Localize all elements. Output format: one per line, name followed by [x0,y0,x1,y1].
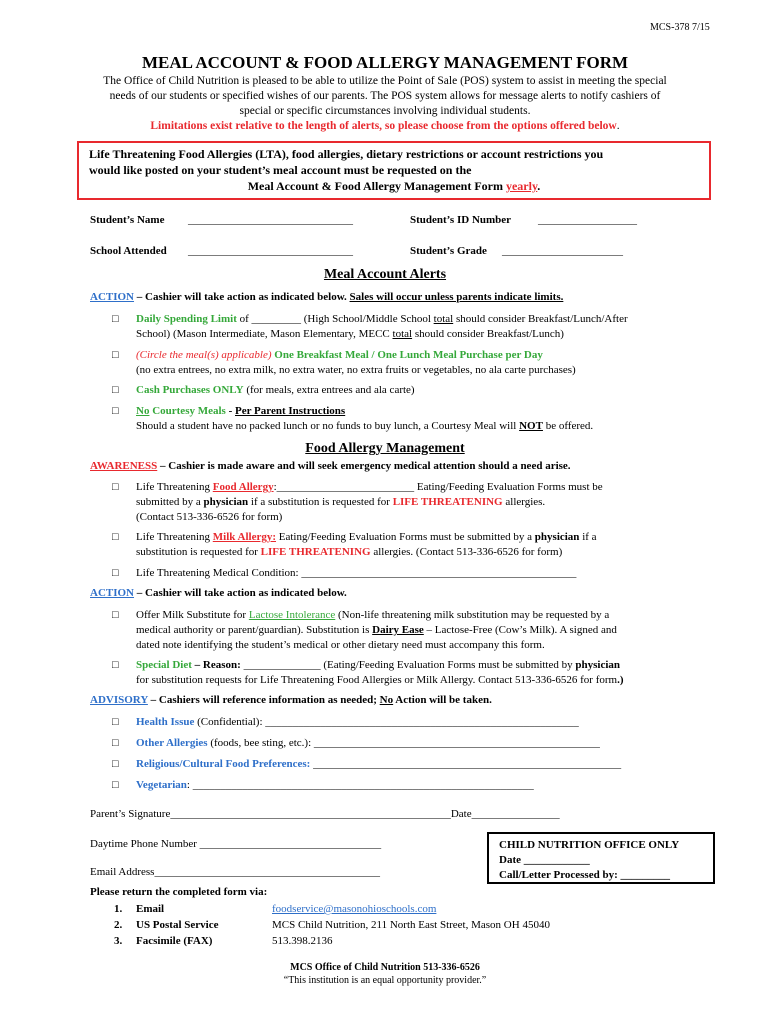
method-postal: US Postal Service [136,919,219,931]
email-field[interactable]: Email Address_________________________________________ [90,866,380,878]
item-daily-limit: Daily Spending Limit of _________ (High School/Middle School total should consider Breakfast/Lunch/After School) (Mason Intermediate, Mason Elementary, MECC total should consider Breakfast/Lunch) [136,313,628,340]
checkbox-cash-only[interactable]: □ [112,384,119,396]
checkbox-vegetarian[interactable]: □ [112,779,119,791]
food-allergy-heading: Food Allergy Management [305,441,465,456]
phone-field[interactable]: Daytime Phone Number _________________________________ [90,838,382,850]
meal-action-line: ACTION – Cashier will take action as indicated below. Sales will occur unless parents indicate limits. [90,291,564,303]
lta-line-1: Life Threatening Food Allergies (LTA), food allergies, dietary restrictions or account restrictions you [89,147,604,161]
student-name-label: Student’s Name [90,214,165,226]
limit-note: Limitations exist relative to the length of alerts, so please choose from the options offered below [150,120,617,132]
student-id-field[interactable]: __________________ [538,214,637,226]
meal-alerts-heading: Meal Account Alerts [323,267,447,282]
action-label-2: ACTION [90,587,135,599]
checkbox-meal-purchase[interactable]: □ [112,349,119,361]
intro-line-3: special or specific circumstances involving individual students. [239,105,531,117]
advisory-line: ADVISORY – Cashiers will reference information as needed; No Action will be taken. [90,694,492,706]
lta-notice-box [77,141,711,200]
yearly-emphasis: yearly [505,179,538,193]
grade-label: Student’s Grade [410,245,487,257]
checkbox-medical-condition[interactable]: □ [112,567,119,579]
parent-signature-field[interactable]: Parent’s Signature___________________________________________________Date________________ [90,808,560,820]
item-milk-allergy: Life Threatening Milk Allergy: Eating/Feeding Evaluation Forms must be submitted by a physician if a substitution is requested for LIFE THREATENING allergies. (Contact 513-336-6526 for form) [136,531,597,558]
office-date: Date ____________ [499,854,590,866]
intro-line-1: The Office of Child Nutrition is pleased to be able to utilize the Point of Sale (POS) system to assist in meeting the special [103,75,667,87]
method-fax: Facsimile (FAX) [136,935,213,947]
return-values [272,901,550,949]
return-heading: Please return the completed form via: [90,886,268,898]
awareness-label: AWARENESS [90,460,158,472]
fax-number: 513.398.2136 [272,935,333,947]
health-issue-field[interactable]: _________________________________________________________ [265,716,579,728]
intro-text [0,74,770,134]
intro-line-2: needs of our students or specified wishes of our parents. The POS system allows for message alerts to notify cashiers of [109,90,661,102]
action-label: ACTION [90,291,135,303]
checkbox-lactose[interactable]: □ [112,609,119,621]
item-special-diet: Special Diet – Reason: ______________ (Eating/Feeding Evaluation Forms must be submitted by physician for substitution requests for Life Threatening Food Allergies or Milk Allergy. Contact 513-336-6526 for form.) [136,659,624,686]
item-religious: Religious/Cultural Food Preferences: ________________________________________________________ [136,758,622,770]
grade-field[interactable]: ______________________ [502,245,623,257]
page-title: MEAL ACCOUNT & FOOD ALLERGY MANAGEMENT FORM [141,53,629,72]
awareness-line: AWARENESS – Cashier is made aware and will seek emergency medical attention should a need arise. [90,460,571,472]
checkbox-religious[interactable]: □ [112,758,119,770]
item-health-issue: Health Issue (Confidential): _________________________________________________________ [136,716,579,728]
allergy-action-line: ACTION – Cashier will take action as indicated below. [90,587,347,599]
email-link[interactable]: foodservice@masonohioschools.com [272,903,437,915]
item-meal-purchase: (Circle the meal(s) applicable) One Breakfast Meal / One Lunch Meal Purchase per Day (no extra entrees, no extra milk, no extra water, no extra fruits or vegetables, no ala carte purchases) [136,349,576,376]
office-use-box [487,832,715,884]
item-food-allergy: Life Threatening Food Allergy:_________________________ Eating/Feeding Evaluation Forms must be submitted by a physician if a substitution is requested for LIFE THREATENING allergies. (Contact 513-336-6526 for form) [136,481,603,523]
item-medical-condition: Life Threatening Medical Condition: __________________________________________________ [136,567,577,579]
office-title: CHILD NUTRITION OFFICE ONLY [499,839,680,851]
item-other-allergies: Other Allergies (foods, bee sting, etc.): ____________________________________________________ [136,737,600,749]
other-allergies-field[interactable]: ____________________________________________________ [313,737,600,749]
return-methods: 1. Email 2. US Postal Service 3. Facsimile (FAX) [114,903,219,947]
intro-limit: Limitations exist relative to the length of alerts, so please choose from the options offered below. [150,120,620,132]
advisory-label: ADVISORY [90,694,148,706]
student-name-field[interactable]: ______________________________ [188,214,353,226]
checkbox-health-issue[interactable]: □ [112,716,119,728]
method-email: Email [136,903,165,915]
checkbox-daily-limit[interactable]: □ [112,313,119,325]
item-cash-only: Cash Purchases ONLY (for meals, extra entrees and ala carte) [136,384,415,396]
checkbox-food-allergy[interactable]: □ [112,481,119,493]
school-label: School Attended [90,245,167,257]
checkbox-special-diet[interactable]: □ [112,659,119,671]
postal-address: MCS Child Nutrition, 211 North East Street, Mason OH 45040 [272,919,550,931]
lta-line-2: would like posted on your student’s meal account must be requested on the [89,163,472,177]
student-id-label: Student’s ID Number [410,214,512,226]
vegetarian-field[interactable]: ______________________________________________________________ [192,779,534,791]
lta-line-3: Meal Account & Food Allergy Management Form yearly. [247,179,541,193]
footer-office: MCS Office of Child Nutrition 513-336-6526 [290,962,480,973]
item-vegetarian: Vegetarian: ______________________________________________________________ [136,779,534,791]
item-no-courtesy: No Courtesy Meals - Per Parent Instructions Should a student have no packed lunch or no funds to buy lunch, a Courtesy Meal will NOT be offered. [136,405,594,432]
form-code: MCS-378 7/15 [650,22,710,33]
religious-field[interactable]: ________________________________________________________ [310,758,622,770]
checkbox-milk-allergy[interactable]: □ [112,531,119,543]
school-field[interactable]: ______________________________ [188,245,353,257]
checkbox-no-courtesy[interactable]: □ [112,405,119,417]
footer-equal-opportunity: “This institution is an equal opportunity provider.” [283,975,487,986]
checkbox-other-allergies[interactable]: □ [112,737,119,749]
item-lactose: Offer Milk Substitute for Lactose Intolerance (Non-life threatening milk substitution may be requested by a medical authority or parent/guardian). Substitution is Dairy Ease – Lactose-Free (Cow’s Milk). A signed and dated note identifying the student’s medical or other dietary need must accompany this form. [136,609,617,651]
office-processed: Call/Letter Processed by: _________ [499,869,670,881]
